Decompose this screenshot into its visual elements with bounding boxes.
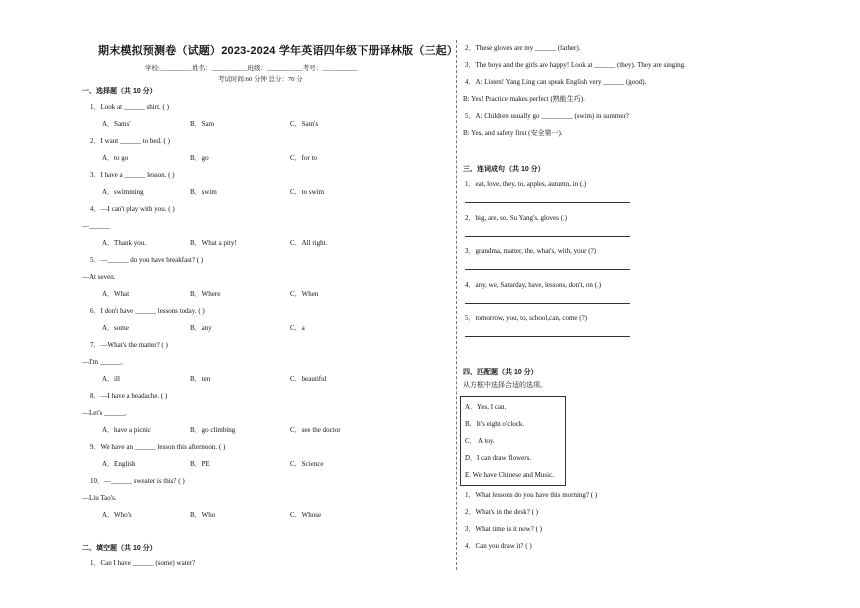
option: B．Where (190, 290, 221, 298)
option: A．Who's (102, 511, 132, 519)
answer-line (465, 236, 630, 237)
option: A．have a picnic (102, 426, 151, 434)
option: C．All right. (290, 239, 328, 247)
choice-item: D．I can draw flowers. (465, 454, 532, 462)
option: C．for to (290, 154, 318, 162)
answer-line (465, 269, 630, 270)
option: C．to swim (290, 188, 325, 196)
answer-dialog-line: —Liu Tao's. (82, 494, 117, 502)
option: C．beautiful (290, 375, 327, 383)
question-stem: 6．I don't have ______ lessons today. ( ) (90, 307, 205, 315)
fill-item: B: Yes! Practice makes perfect (熟能生巧). (463, 95, 585, 103)
answer-dialog-line: —I'm ______. (82, 358, 123, 366)
option: A．Sams' (102, 120, 131, 128)
option: A．some (102, 324, 129, 332)
matching-question: 4．Can you draw it? ( ) (465, 542, 532, 550)
option: B．What a pity! (190, 239, 237, 247)
answer-dialog-line: —______ (82, 222, 110, 230)
option: C．Science (290, 460, 324, 468)
matching-question: 3．What time is it now? ( ) (465, 525, 542, 533)
option: B．Who (190, 511, 216, 519)
option: A．Thank you. (102, 239, 146, 247)
section-3-heading: 三、连词成句（共 10 分） (463, 166, 545, 173)
matching-question: 1．What lessons do you have this morning? ( ) (465, 491, 598, 499)
option: C．a (290, 324, 305, 332)
option: A．English (102, 460, 136, 468)
answer-dialog-line: —At seven. (82, 273, 116, 281)
option: C．When (290, 290, 319, 298)
question-stem: 9．We have an ______ lesson this afternoon. ( ) (90, 443, 226, 451)
answer-line (465, 202, 630, 203)
option: B．ten (190, 375, 211, 383)
option: B．go (190, 154, 209, 162)
fill-item: 5．A: Children usually go _________ (swim) in summer? (465, 112, 629, 120)
answer-line (465, 303, 630, 304)
reorder-item: 4．any, we, Saturday, have, lessons, don't, on (.) (465, 280, 602, 289)
reorder-item: 1．eat, love, they, to, apples, autumn, in (.) (465, 180, 587, 188)
column-divider (456, 40, 457, 570)
option: A．swimming (102, 188, 144, 196)
reorder-item: 2．big, are, so, Su Yang's, gloves (.) (465, 213, 567, 222)
answer-line (465, 336, 630, 337)
fill-item: 1．Can I have ______ (some) water? (90, 559, 196, 567)
option: A．What (102, 290, 130, 298)
fill-item: 3．The boys and the girls are happy! Look at ______ (they). They are singing. (465, 61, 686, 69)
matching-choices-box (460, 396, 566, 486)
option: C．Whose (290, 511, 322, 519)
question-stem: 7．—What's the matter? ( ) (90, 341, 168, 349)
option: C．see the doctor (290, 426, 341, 434)
matching-question: 2．What's in the desk? ( ) (465, 508, 538, 516)
question-stem: 1．Look at ______ shirt. ( ) (90, 103, 169, 111)
exam-time-line: 考试时间:60 分钟 总分：70 分 (218, 76, 303, 83)
section-2-heading: 二、填空题（共 10 分） (82, 545, 157, 552)
question-stem: 4．—I can't play with you. ( ) (90, 205, 175, 213)
option: B．Sam (190, 120, 215, 128)
choice-item: E. We have Chinese and Music. (465, 471, 554, 479)
question-stem: 3．I have a ______ lesson. ( ) (90, 171, 175, 179)
option: B．swim (190, 188, 217, 196)
choice-item: B．It's eight o'clock. (465, 420, 525, 428)
question-stem: 10．—______ sweater is this? ( ) (90, 477, 185, 485)
option: A．ill (102, 375, 120, 383)
section-4-instruction: 从方框中选择合适的选项。 (463, 381, 547, 389)
reorder-item: 3．grandma, matter, the, what's, with, your (?) (465, 247, 597, 255)
question-stem: 2．I want ______ to bed. ( ) (90, 137, 170, 145)
fill-item: B: Yes, and safety first (安全第一). (463, 129, 563, 137)
fill-item: 4．A: Listen! Yang Ling can speak English very ______ (good). (465, 78, 647, 86)
question-stem: 5．—______ do you have breakfast? ( ) (90, 256, 204, 264)
section-4-heading: 四、匹配题（共 10 分） (463, 369, 538, 376)
option: B．any (190, 324, 212, 332)
option: A．to go (102, 154, 129, 162)
question-stem: 8．—I have a headache. ( ) (90, 392, 168, 400)
reorder-item: 5．tomorrow, you, to, school,can, come (?) (465, 314, 588, 322)
page-title: 期末模拟预测卷（试题）2023-2024 学年英语四年级下册译林版（三起） (98, 45, 459, 57)
choice-item: C． A toy. (465, 437, 495, 445)
option: B．go climbing (190, 426, 236, 434)
option: C．Sam's (290, 120, 319, 128)
option: B．PE (190, 460, 210, 468)
student-info-line: 学校:__________姓名：___________班级：___________考号：___________ (145, 65, 359, 72)
answer-dialog-line: —Let's ______. (82, 409, 127, 417)
choice-item: A．Yes, I can. (465, 403, 507, 411)
section-1-heading: 一、选择题（共 10 分） (82, 88, 157, 95)
fill-item: 2．These gloves are my ______ (father). (465, 44, 581, 52)
